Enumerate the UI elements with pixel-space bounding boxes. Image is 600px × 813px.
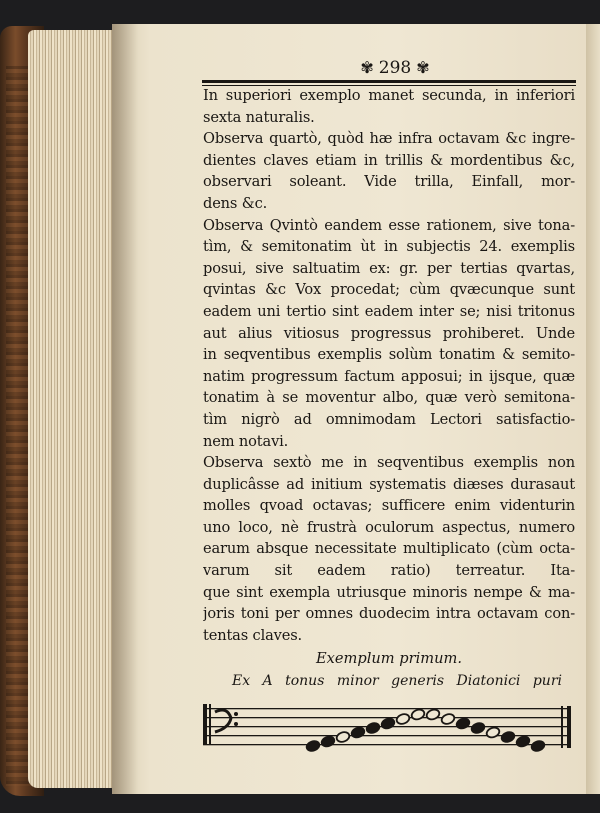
text-line: que sint exempla utriusque minoris nempe & ma-	[203, 583, 575, 601]
music-staff	[203, 694, 575, 764]
header-rule-thick	[202, 80, 576, 83]
note-head	[365, 721, 380, 734]
ornament-right: ✾	[416, 58, 430, 77]
note-head	[350, 726, 365, 739]
page-header	[345, 56, 445, 80]
note-head	[305, 739, 320, 752]
text-line: natim progressum factum apposui; in ijsque, quæ	[203, 367, 575, 385]
text-line: Observa sextò me in seqventibus exemplis non	[203, 454, 575, 472]
gutter-shadow	[112, 24, 138, 794]
staff-line	[203, 744, 571, 745]
staff-line	[203, 708, 571, 709]
page-number: 298	[378, 58, 412, 78]
note-head	[470, 721, 485, 734]
text-line: dientes claves etiam in trillis & mordentibus &c,	[203, 151, 575, 169]
text-line: duplicâsse ad initium systematis diæses durasaut	[203, 475, 575, 493]
note-head	[380, 717, 395, 730]
text-line: molles qvoad octavas; sufficere enim videnturin	[203, 497, 575, 515]
text-line: tìm nigrò ad omnimodam Lectori satisfactio-	[203, 410, 575, 428]
text-line: aut alius vitiosus progressus prohiberet. Unde	[203, 324, 575, 342]
text-line: joris toni per omnes duodecim intra octavam con-	[203, 605, 575, 623]
note-head	[320, 735, 335, 748]
text-line: nem notavi.	[203, 432, 289, 450]
text-line: tìm, & semitonatim ùt in subjectis 24. exemplis	[203, 238, 575, 256]
note-head	[515, 735, 530, 748]
body-text	[203, 85, 575, 646]
text-line: sexta naturalis.	[203, 108, 315, 126]
text-line: Observa Qvintò eandem esse rationem, sive tona-	[203, 216, 575, 234]
text-line: varum sit eadem ratio) terreatur. Ita-	[203, 562, 575, 580]
text-line: dens &c.	[203, 194, 268, 212]
notes	[305, 708, 545, 753]
note-head	[395, 712, 410, 725]
example-title: Exemplum primum.	[316, 650, 462, 667]
note-head	[440, 712, 455, 725]
text-line: earum absque necessitate multiplicato (cùm octa-	[203, 540, 575, 558]
staff-line	[203, 735, 571, 736]
page-edges	[28, 30, 116, 788]
note-head	[530, 739, 545, 752]
bass-clef-icon	[203, 704, 238, 744]
example-subtitle: Ex A tonus minor generis Diatonici puri	[232, 673, 562, 689]
text-line: tonatim à se moventur albo, quæ verò semitona-	[203, 389, 575, 407]
text-line: observari soleant. Vide trilla, Einfall, mor-	[203, 173, 575, 191]
text-line: eadem uni tertio sint eadem inter se; nisi tritonus	[203, 302, 575, 320]
note-head	[335, 730, 350, 743]
text-line: uno loco, nè frustrà oculorum aspectus, numero	[203, 518, 575, 536]
note-head	[425, 708, 440, 721]
ornament-left: ✾	[360, 58, 374, 77]
text-line: Observa quartò, quòd hæ infra octavam &c ingre-	[203, 130, 575, 148]
text-line: in seqventibus exemplis solùm tonatim & semito-	[203, 346, 575, 364]
note-head	[410, 708, 425, 721]
facing-page-edge	[586, 24, 600, 794]
text-line: tentas claves.	[203, 626, 303, 644]
text-line: In superiori exemplo manet secunda, in inferiori	[203, 87, 575, 104]
note-head	[485, 726, 500, 739]
text-line: qvintas &c Vox procedat; cùm qvæcunque sunt	[203, 281, 575, 299]
note-head	[500, 730, 515, 743]
text-line: posui, sive saltuatim ex: gr. per tertias qvartas,	[203, 259, 575, 277]
note-head	[455, 717, 470, 730]
